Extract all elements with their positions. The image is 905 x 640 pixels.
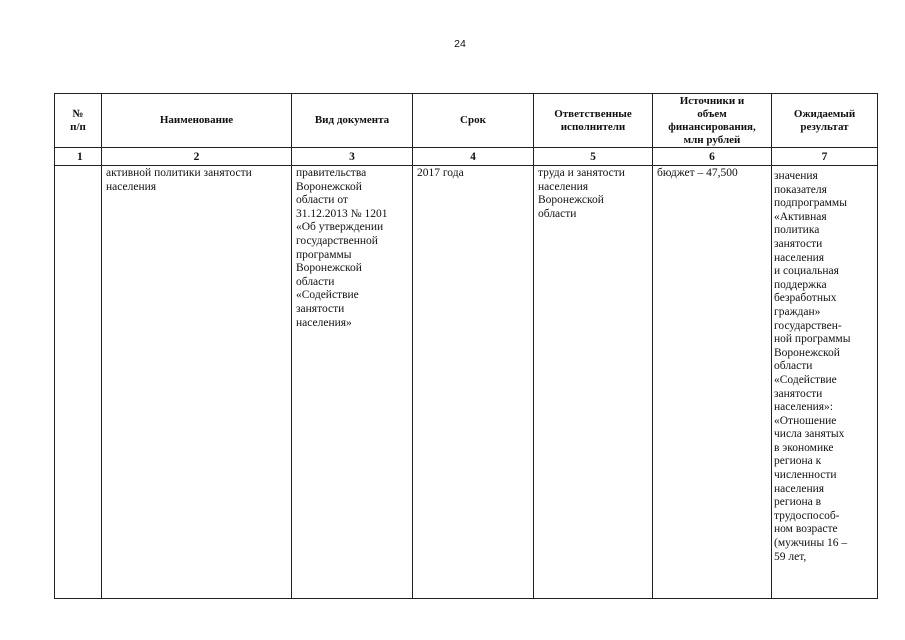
cell-result: значения показателя подпрограммы «Активная политика занятости населения и социальная поддержка безработных граждан» государствен- ной программы Воронежской области «Содействие занятости населения»: «Отношение числа занятых в экономике региона к численности населения региона в трудоспособ- ном возрасте (мужчины 16 – 59 лет, (772, 166, 878, 599)
column-number-3: 3 (292, 148, 413, 166)
cell-executors: труда и занятости населения Воронежской области (534, 166, 653, 599)
header-financing: Источники и объем финансирования, млн рублей (653, 94, 772, 148)
header-result: Ожидаемый результат (772, 94, 878, 148)
column-number-5: 5 (534, 148, 653, 166)
column-number-2: 2 (102, 148, 292, 166)
header-executors: Ответственные исполнители (534, 94, 653, 148)
table-header-row (55, 94, 878, 148)
cell-term: 2017 года (413, 166, 534, 599)
column-number-6: 6 (653, 148, 772, 166)
page-number: 24 (454, 38, 466, 50)
header-name: Наименование (102, 94, 292, 148)
header-number: № п/п (55, 94, 102, 148)
column-number-7: 7 (772, 148, 878, 166)
column-number-row (55, 148, 878, 166)
cell-number (55, 166, 102, 599)
header-term: Срок (413, 94, 534, 148)
cell-document-type: правительства Воронежской области от 31.12.2013 № 1201 «Об утверждении государственной программы Воронежской области «Содействие занятости населения» (292, 166, 413, 599)
header-document-type: Вид документа (292, 94, 413, 148)
column-number-4: 4 (413, 148, 534, 166)
cell-name: активной политики занятости населения (102, 166, 292, 599)
cell-financing: бюджет – 47,500 (653, 166, 772, 599)
plan-table (54, 93, 878, 599)
table-row (55, 166, 878, 599)
column-number-1: 1 (55, 148, 102, 166)
